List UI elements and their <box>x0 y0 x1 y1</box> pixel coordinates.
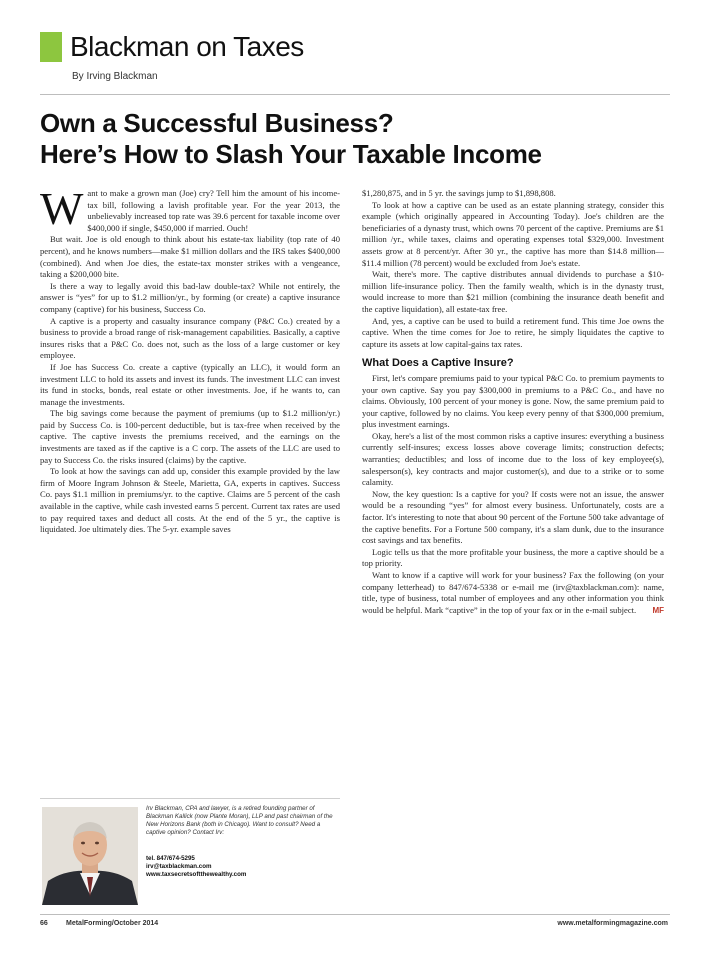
article-headline <box>40 108 680 170</box>
publication-info: MetalForming/October 2014 <box>66 920 159 927</box>
author-website[interactable]: www.taxsecretsoftthewealthy.com <box>146 871 247 878</box>
byline: By Irving Blackman <box>72 71 158 82</box>
paragraph: And, yes, a captive can be used to build a retirement fund. This time Joe owns the captive. When the time comes for Joe to retire, he simply liquidates the captive to capture its assets at low capital-gains tax rates. <box>362 315 664 349</box>
paragraph: But wait. Joe is old enough to think about his estate-tax liability (top rate of 40 percent), and he knows numbers—make $1 million dollars and the IRS takes $400,000 (combined). And when Joe dies, the estate-tax monster strikes with a vengeance, taking a $200,000 bite. <box>40 234 340 280</box>
headline-line-1: Own a Successful Business? <box>40 108 394 138</box>
right-text-column <box>362 188 664 616</box>
paragraph: Want to make a grown man (Joe) cry? Tell him the amount of his income-tax bill, following a lavish profitable year. For the year 2013, the unbelievably increased top rate was 39.6 percent for taxable income over $400,000 if single, $450,000 if married. Ouch! <box>40 183 340 234</box>
paragraph: To look at how the savings can add up, consider this example provided by the law firm of Moore Ingram Johnson & Steele, Marietta, GA, experts in captives. Success Co. pays $1.1 million in premiums/yr. to the captive. Claims are 5 percent of the cash available in the captive, while cash invested earns 5 percent. Current tax rates are used to pay required taxes and deduct all costs. At the end of the 5 yr., the captive is liquidated. Joe ultimately dies. The 5-yr. example saves <box>40 466 340 535</box>
author-phone: tel. 847/674-5295 <box>146 855 195 862</box>
paragraph: $1,280,875, and in 5 yr. the savings jump to $1,898,808. <box>362 188 556 198</box>
bottom-divider <box>40 914 670 915</box>
author-bio-box <box>40 798 340 909</box>
column-title: Blackman on Taxes <box>70 31 304 62</box>
drop-cap: W <box>40 183 84 234</box>
top-divider <box>40 94 670 95</box>
author-portrait-image <box>42 807 138 905</box>
paragraph: Now, the key question: Is a captive for you? If costs were not an issue, the answer would be a resounding “yes” for almost every business. Unfortunately, costs are a factor. It's interesting to note that about 90 percent of the Fortune 500 take advantage of the captive benefits. For a Fortune 500 company, it's a slam dunk, due to the insurance cost savings and tax benefits. <box>362 488 664 546</box>
page-number: 66 <box>40 920 48 927</box>
author-email[interactable]: irv@taxblackman.com <box>146 863 212 870</box>
green-accent-box <box>40 32 62 62</box>
footer-website[interactable]: www.metalformingmagazine.com <box>557 920 668 927</box>
paragraph: A captive is a property and casualty insurance company (P&C Co.) created by a business to provide a broad range of risk-management capabilities. Basically, a captive insures risks that a P&C Co. does not, such as the loss of a large customer or key employee. <box>40 315 340 361</box>
paragraph: Okay, here's a list of the most common risks a captive insures: everything a business currently self-insures; excess losses above coverage limits; construction defects; warranties; deductibles; and loss of income due to the loss of key employee(s), salesperson(s), key contracts and major customer(s), and due to a strike or to some calamity. <box>362 430 664 488</box>
paragraph: If Joe has Success Co. create a captive (typically an LLC), it would form an investment LLC to hold its assets and invest its funds. The investment LLC can invest its fund in stocks, bonds, real estate or other investments. Joe, if he wants to, can manage the investments. <box>40 361 340 407</box>
paragraph: Logic tells us that the more profitable your business, the more a captive should be a top priority. <box>362 546 664 569</box>
paragraph: First, let's compare premiums paid to your typical P&C Co. to premium payments to your own captive. Say you pay $300,000 in premiums to a P&C Co., and have no claims. Obviously, 100 percent of your money is gone. Now, the same premium paid to your captive, followed by no claims. You keep every penny of that $300,000 premium, plus investment earnings. <box>362 372 664 430</box>
column-header <box>40 30 340 64</box>
author-photo <box>42 807 138 905</box>
paragraph: Is there a way to legally avoid this bad-law double-tax? While not entirely, the answer is “yes” for up to $1.2 million/yr., by forming (or create) a captive insurance company (captive) for his business, Success Co. <box>40 280 340 314</box>
author-contact <box>146 855 336 879</box>
paragraph: The big savings come because the payment of premiums (up to $1.2 million/yr.) paid by Success Co. is 100-percent deductible, but is tax-free when received by the captive. The captive invests the premiums received, and the earnings on the investments are taxed as if the captive is a C corp. The assets of the LLC are used to pay to Success Co. the risks insured (claims) by the captive. <box>40 408 340 465</box>
section-subhead: What Does a Captive Insure? <box>362 357 514 370</box>
end-mark: MF <box>652 605 664 615</box>
headline-line-2: Here’s How to Slash Your Taxable Income <box>40 139 542 169</box>
paragraph: To look at how a captive can be used as an estate planning strategy, consider this example (which originally appeared in Accounting Today). Joe's children are the beneficiaries of a dynasty trust, which owns 70 percent of the captive. Premiums are $1 million /yr., while taxes, claims and operating expenses total $329,000. Investment assets grow at 8 percent/yr. After 30 yr., the captive has more than $14.8 million—$11.4 million (78 percent) would be excluded from Joe's estate. <box>362 199 664 268</box>
author-bio-text: Irv Blackman, CPA and lawyer, is a retired founding partner of Blackman Kallick (now Plante Moran), LLP and past chairman of the New Horizons Bank (both in Chicago). Want to consult? Need a captive opinion? Contact Irv: <box>146 805 333 836</box>
paragraph: Wait, there's more. The captive distributes annual dividends to purchase a $10-million life-insurance policy. Then the family wealth, which is in the dynasty trust, would increase to more than $21 million (combining the insurance death benefit and the captive liquidation), all estate-tax free. <box>362 269 664 314</box>
paragraph: Want to know if a captive will work for your business? Fax the following (on your company letterhead) to 847/674-5338 or e-mail me (irv@taxblackman.com): name, title, type of business, total number of employees and any other information you think would be helpful. Mark “captive” in the top of your fax or in the e-mail subject. MF <box>362 570 664 615</box>
left-text-column <box>40 183 340 536</box>
